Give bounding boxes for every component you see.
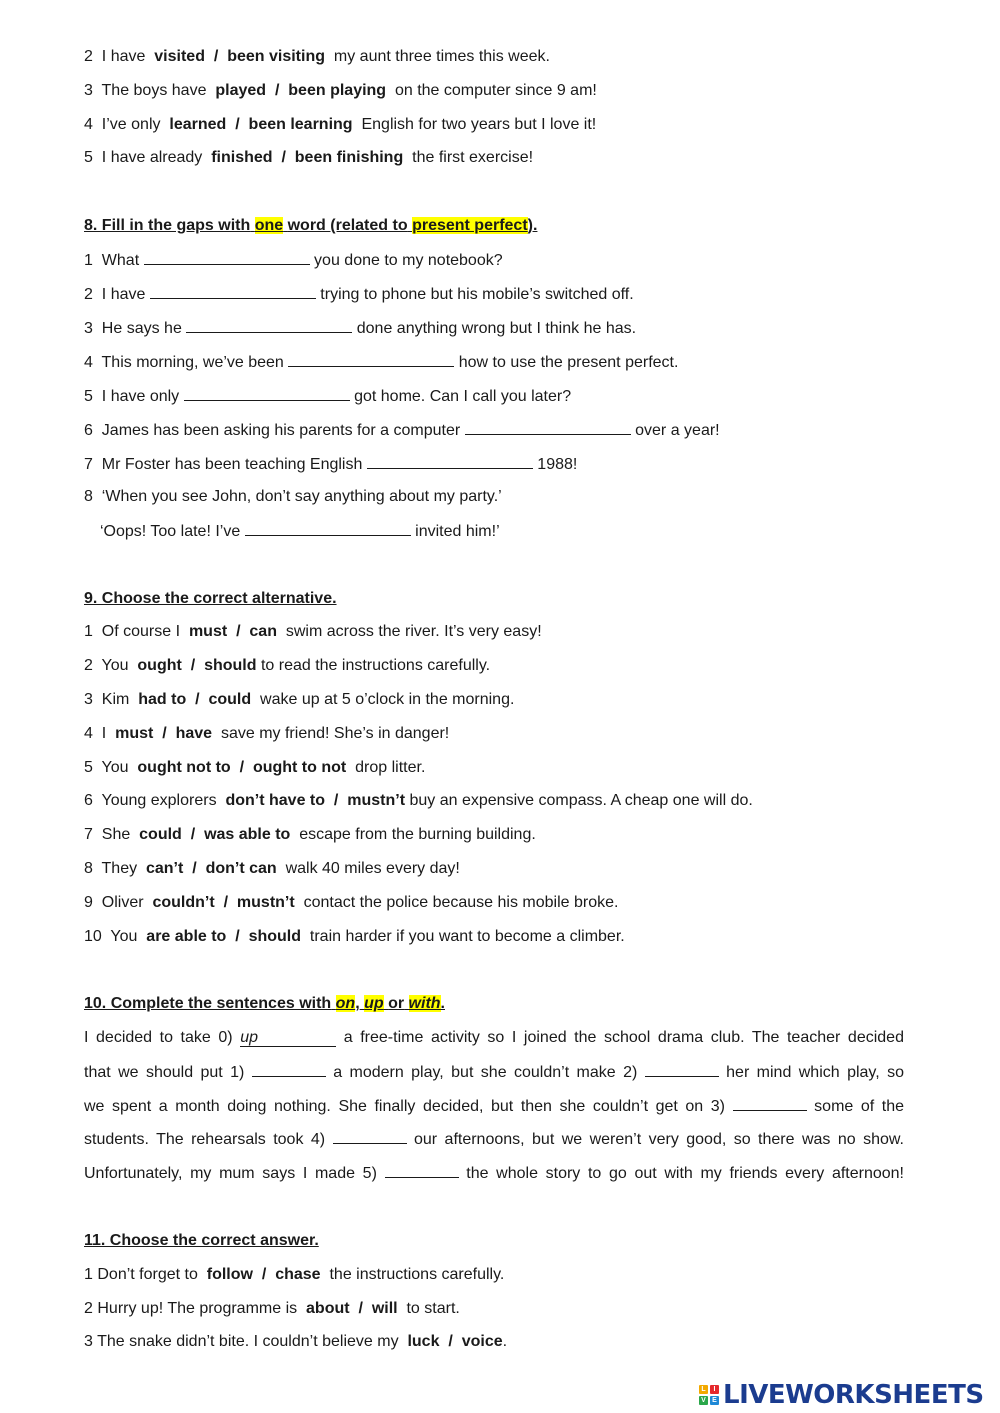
option-a[interactable]: ought	[137, 657, 182, 674]
option-a[interactable]: don’t have to	[225, 792, 326, 809]
option-b[interactable]: should	[204, 657, 257, 674]
gap-input[interactable]	[184, 386, 350, 401]
option-b[interactable]: mustn’t	[236, 894, 295, 911]
brand-name: LIVEWORKSHEETS	[723, 1380, 984, 1410]
gap-input[interactable]	[245, 521, 411, 536]
gap-input[interactable]	[385, 1163, 459, 1178]
highlight: present perfect	[412, 217, 528, 234]
choice-item: 4 I’ve only learned / been learning English for two years but I love it!	[84, 116, 597, 133]
gap-item: 3 He says he done anything wrong but I think he has.	[84, 320, 637, 337]
option-a[interactable]: had to	[138, 691, 187, 708]
gap-item: 8 ‘When you see John, don’t say anything about my party.’	[84, 488, 502, 505]
choice-item: 5 I have already finished / been finishing the first exercise!	[84, 149, 534, 166]
option-b[interactable]: have	[175, 725, 213, 742]
choice-item: 6 Young explorers don’t have to / mustn’t buy an expensive compass. A cheap one will do.	[84, 792, 753, 809]
choice-item: 1 Don’t forget to follow / chase the instructions carefully.	[84, 1266, 505, 1283]
gap-item-continuation: ‘Oops! Too late! I’ve invited him!’	[100, 523, 500, 540]
choice-item: 1 Of course I must / can swim across the river. It’s very easy!	[84, 623, 542, 640]
gap-input[interactable]	[465, 420, 631, 435]
liveworksheets-logo[interactable]	[699, 1378, 984, 1412]
gap-input[interactable]	[150, 284, 316, 299]
highlight: up	[364, 995, 384, 1012]
choice-item: 8 They can’t / don’t can walk 40 miles every day!	[84, 860, 460, 877]
choice-item: 3 The boys have played / been playing on the computer since 9 am!	[84, 82, 597, 99]
paragraph-line: that we should put 1) a modern play, but she couldn’t make 2) her mind which play, so	[84, 1064, 904, 1081]
option-a[interactable]: learned	[169, 116, 227, 133]
choice-item: 10 You are able to / should train harder if you want to become a climber.	[84, 928, 625, 945]
gap-input[interactable]	[733, 1096, 807, 1111]
gap-item: 6 James has been asking his parents for a computer over a year!	[84, 422, 720, 439]
option-b[interactable]: voice	[461, 1333, 503, 1350]
gap-item: 7 Mr Foster has been teaching English 1988!	[84, 456, 578, 473]
option-b[interactable]: could	[208, 691, 252, 708]
choice-item: 3 Kim had to / could wake up at 5 o’clock in the morning.	[84, 691, 515, 708]
choice-item: 2 You ought / should to read the instructions carefully.	[84, 657, 491, 674]
gap-input[interactable]	[144, 250, 310, 265]
section-10-title: 10. Complete the sentences with on, up or with.	[84, 995, 445, 1012]
gap-item: 1 What you done to my notebook?	[84, 252, 503, 269]
option-a[interactable]: ought not to	[137, 759, 231, 776]
option-b[interactable]: should	[248, 928, 301, 945]
paragraph-line: I decided to take 0) up a free-time activity so I joined the school drama club. The teacher decided	[84, 1029, 904, 1046]
choice-item: 3 The snake didn’t bite. I couldn’t believe my luck / voice.	[84, 1333, 508, 1350]
option-a[interactable]: could	[139, 826, 182, 843]
gap-item: 2 I have trying to phone but his mobile’s switched off.	[84, 286, 634, 303]
section-11-title: 11. Choose the correct answer.	[84, 1232, 319, 1249]
option-b[interactable]: been learning	[248, 116, 353, 133]
option-b[interactable]: ought to not	[252, 759, 347, 776]
option-a[interactable]: played	[215, 82, 267, 99]
paragraph-line: we spent a month doing nothing. She finally decided, but then she couldn’t get on 3) some of the	[84, 1098, 905, 1115]
gap-input[interactable]	[645, 1062, 719, 1077]
option-a[interactable]: couldn’t	[152, 894, 215, 911]
choice-item: 5 You ought not to / ought to not drop litter.	[84, 759, 426, 776]
option-b[interactable]: was able to	[204, 826, 291, 843]
highlight: one	[254, 217, 284, 234]
highlight: on	[335, 995, 356, 1012]
gap-item: 4 This morning, we’ve been how to use the present perfect.	[84, 354, 679, 371]
option-a[interactable]: must	[115, 725, 154, 742]
option-b[interactable]: will	[371, 1300, 398, 1317]
option-b[interactable]: been finishing	[294, 149, 404, 166]
option-a[interactable]: visited	[154, 48, 205, 65]
section-8-title: 8. Fill in the gaps with one word (related to present perfect).	[84, 217, 538, 234]
choice-item: 2 Hurry up! The programme is about / will to start.	[84, 1300, 460, 1317]
choice-item: 9 Oliver couldn’t / mustn’t contact the police because his mobile broke.	[84, 894, 619, 911]
section-9-title: 9. Choose the correct alternative.	[84, 590, 337, 607]
paragraph-line: students. The rehearsals took 4) our afternoons, but we weren’t very good, so there was no show.	[84, 1131, 904, 1148]
choice-item: 4 I must / have save my friend! She’s in danger!	[84, 725, 450, 742]
option-b[interactable]: been visiting	[227, 48, 325, 65]
option-a[interactable]: can’t	[145, 860, 184, 877]
gap-input[interactable]	[288, 352, 454, 367]
logo-mark-icon: L I V E	[699, 1385, 719, 1405]
option-a[interactable]: are able to	[146, 928, 227, 945]
gap-input[interactable]	[186, 318, 352, 333]
option-a[interactable]: finished	[211, 149, 273, 166]
option-a[interactable]: must	[188, 623, 228, 640]
option-a[interactable]: luck	[407, 1333, 440, 1350]
gap-input[interactable]	[252, 1062, 326, 1077]
choice-item: 2 I have visited / been visiting my aunt three times this week.	[84, 48, 550, 65]
option-b[interactable]: mustn’t	[347, 792, 406, 809]
example-answer: up	[240, 1029, 336, 1047]
gap-item: 5 I have only got home. Can I call you later?	[84, 388, 572, 405]
highlight: with	[408, 995, 441, 1012]
option-b[interactable]: chase	[275, 1266, 321, 1283]
option-b[interactable]: been playing	[288, 82, 387, 99]
option-a[interactable]: follow	[206, 1266, 253, 1283]
option-a[interactable]: about	[306, 1300, 350, 1317]
paragraph-line: Unfortunately, my mum says I made 5) the whole story to go out with my friends every afternoon!	[84, 1165, 904, 1182]
choice-item: 7 She could / was able to escape from the burning building.	[84, 826, 536, 843]
gap-input[interactable]	[367, 454, 533, 469]
gap-input[interactable]	[333, 1129, 407, 1144]
option-b[interactable]: can	[249, 623, 277, 640]
option-b[interactable]: don’t can	[205, 860, 277, 877]
